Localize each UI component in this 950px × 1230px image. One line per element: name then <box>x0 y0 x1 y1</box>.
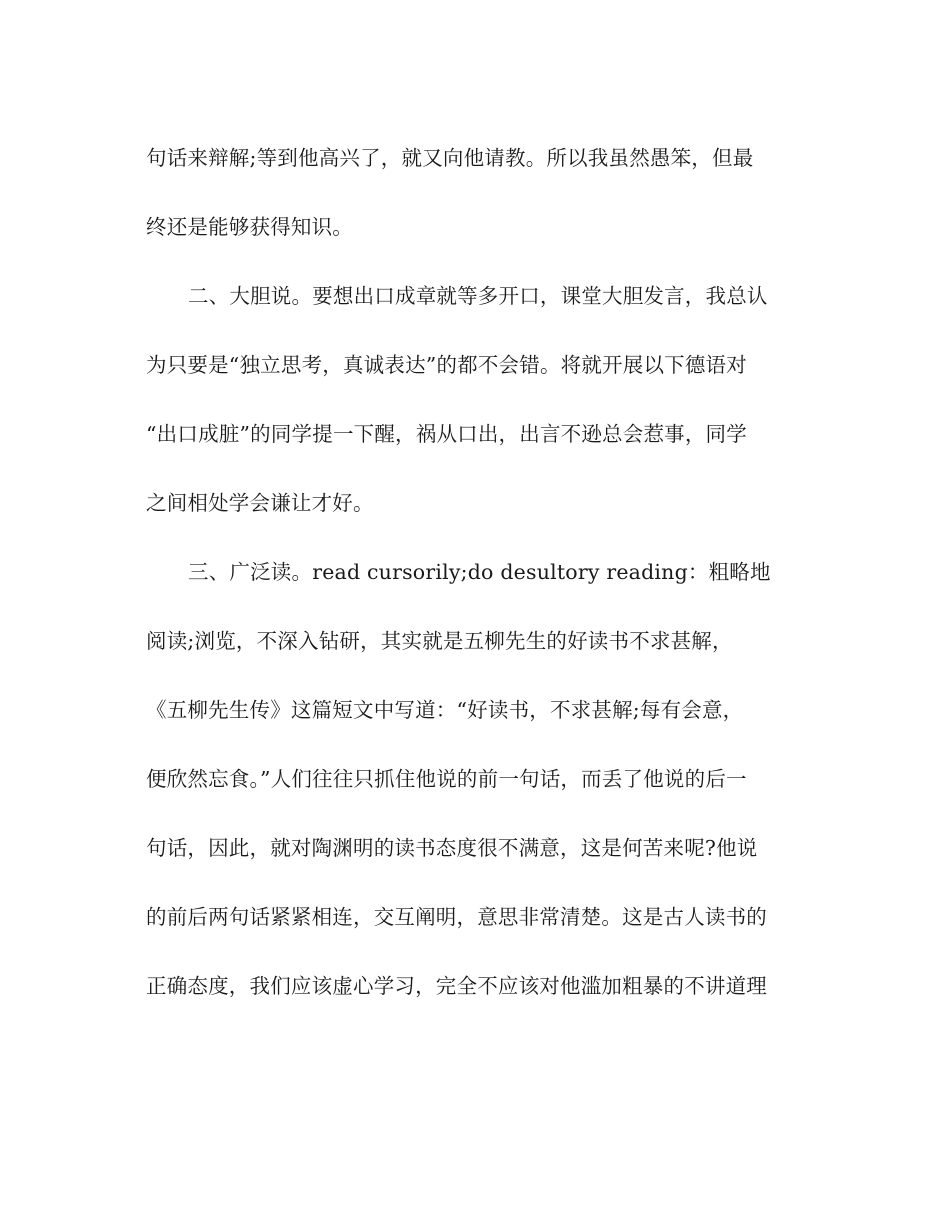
text-line: 句话来辩解;等到他高兴了，就又向他请教。所以我虽然愚笨，但最 <box>146 146 754 170</box>
text-line: 正确态度，我们应该虚心学习，完全不应该对他滥加粗暴的不讲道理 <box>146 974 767 998</box>
text-line: 句话，因此，就对陶渊明的读书态度很不满意，这是何苦来呢?他说 <box>146 836 758 860</box>
text-line: 为只要是“独立思考，真诚表达”的都不会错。将就开展以下德语对 <box>146 353 747 377</box>
text-line: 的前后两句话紧紧相连，交互阐明，意思非常清楚。这是古人读书的 <box>146 905 767 929</box>
text-line: 终还是能够获得知识。 <box>146 215 353 239</box>
body-text <box>146 135 806 1032</box>
paragraph-heading-line: 三、广泛读。read cursorily;do desultory reading：粗略地 <box>188 560 771 584</box>
text-line: 之间相处学会谦让才好。 <box>146 491 374 515</box>
text-line: 《五柳先生传》这篇短文中写道：“好读书，不求甚解;每有会意， <box>146 698 744 722</box>
text-line: 便欣然忘食。”人们往往只抓住他说的前一句话，而丢了他说的后一 <box>146 767 747 791</box>
paragraph-heading-line: 二、大胆说。要想出口成章就等多开口，课堂大胆发言，我总认 <box>188 284 768 308</box>
text-line: “出口成脏”的同学提一下醒，祸从口出，出言不逊总会惹事，同学 <box>146 422 747 446</box>
text-line: 阅读;浏览，不深入钻研，其实就是五柳先生的好读书不求甚解， <box>146 629 733 653</box>
